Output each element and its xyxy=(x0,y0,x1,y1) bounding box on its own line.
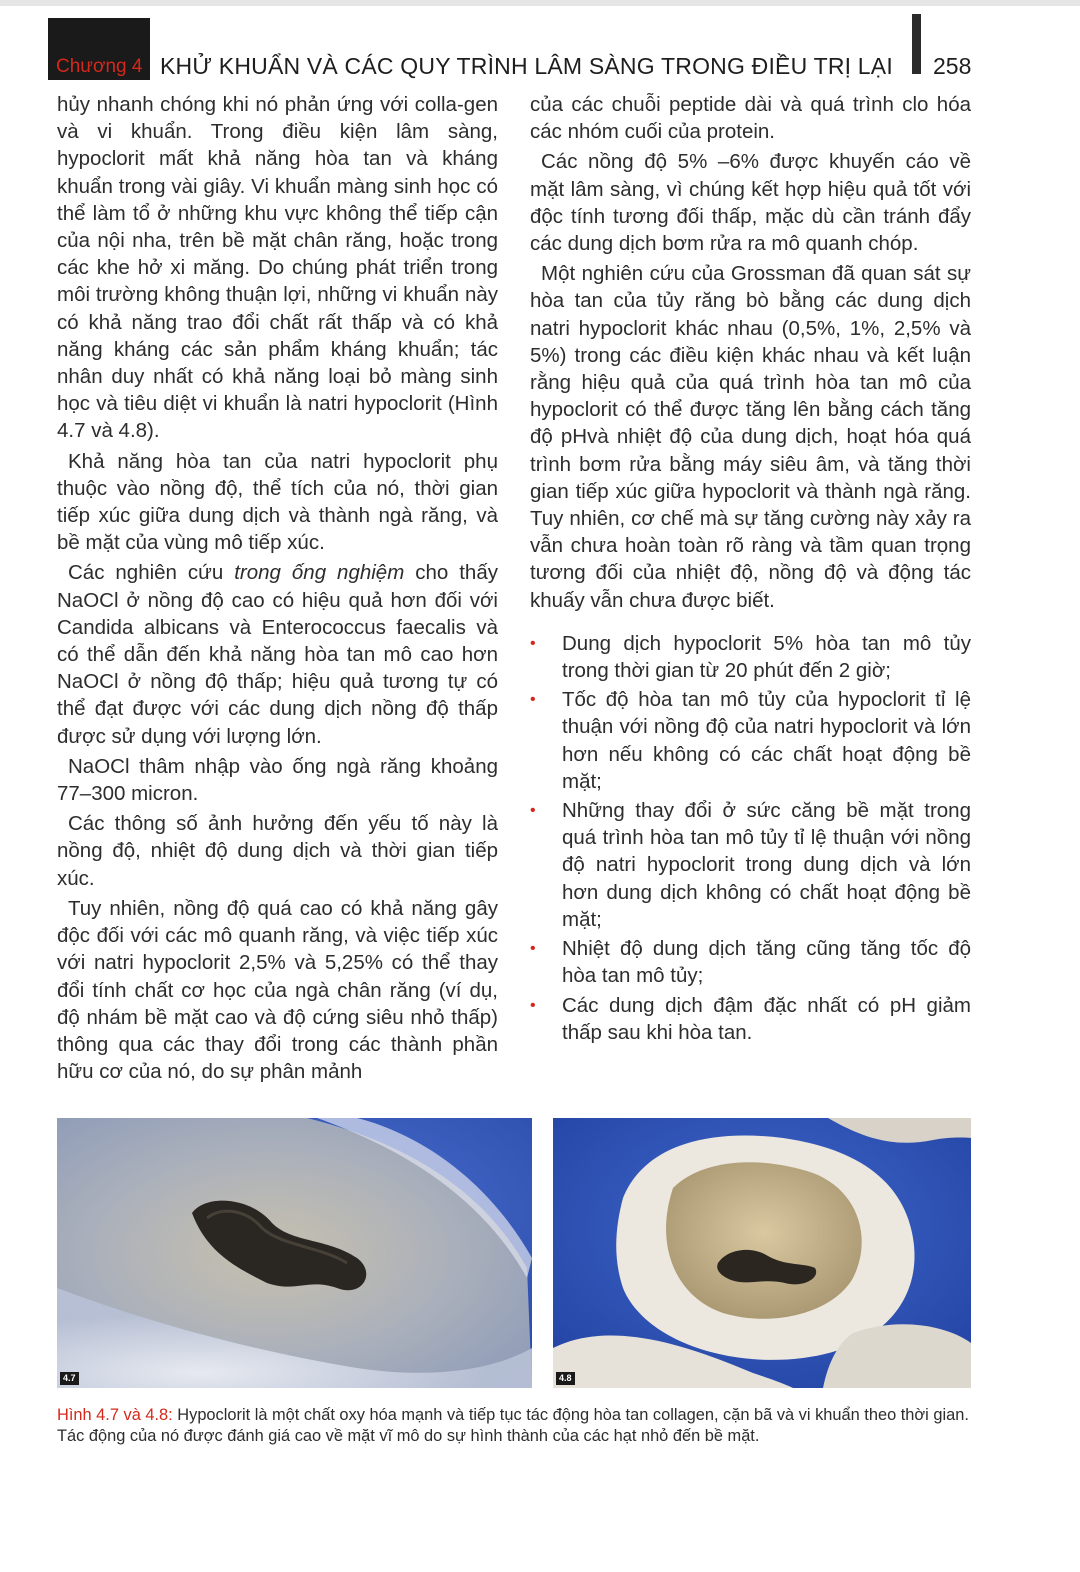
bullet-dot-icon: • xyxy=(530,996,536,1014)
left-paragraph-4: NaOCl thâm nhập vào ống ngà răng khoảng 77–300 micron. xyxy=(57,754,498,806)
left-paragraph-2: Khả năng hòa tan của natri hypoclorit phụ thuộc vào nồng độ, thể tích của nó, thời gian tiếp xúc giữa dung dịch và thành ngà răng, và bề mặt của vùng mô tiếp xúc. xyxy=(57,449,498,555)
right-paragraph-1: của các chuỗi peptide dài và quá trình clo hóa các nhóm cuối của protein. xyxy=(530,93,971,144)
bullet-text: Những thay đổi ở sức căng bề mặt trong quá trình hòa tan mô tủy tỉ lệ thuận với nồng độ natri hypoclorit trong dung dịch và lớn hơn dung dịch không có chất hoạt động bề mặt; xyxy=(562,799,971,931)
tooth-access-cavity-image-2 xyxy=(553,1118,971,1388)
tooth-access-cavity-image-1 xyxy=(57,1118,532,1388)
figure-tag-4-8: 4.8 xyxy=(556,1372,575,1385)
chapter-title: KHỬ KHUẨN VÀ CÁC QUY TRÌNH LÂM SÀNG TRONG ĐIỀU TRỊ LẠI xyxy=(160,53,893,79)
header-divider-bar xyxy=(912,14,921,74)
right-paragraph-2: Các nồng độ 5% –6% được khuyến cáo về mặt lâm sàng, vì chúng kết hợp hiệu quả tốt với độc tính tương đối thấp, mặc dù cần tránh đẩy các dung dịch bơm rửa ra mô quanh chóp. xyxy=(530,150,971,256)
left-paragraph-1: hủy nhanh chóng khi nó phản ứng với colla-gen và vi khuẩn. Trong điều kiện lâm sàng, hypoclorit mất khả năng hòa tan và kháng khuẩn trong vài giây. Vi khuẩn màng sinh học có thể làm tổ ở những khu vực không thể tiếp cận của nội nha, trên bề mặt chân răng, hoặc trong các khe hở xi măng. Do chúng phát triển trong môi trường không thuận lợi, những vi khuẩn này có khả năng trao đổi chất rất thấp và có khả năng kháng các sản phẩm kháng khuẩn; tác nhân duy nhất có khả năng loại bỏ màng sinh học và tiêu diệt vi khuẩn là natri hypoclorit (Hình 4.7 và 4.8). xyxy=(57,93,498,443)
bullet-text: Dung dịch hypoclorit 5% hòa tan mô tủy trong thời gian từ 20 phút đến 2 giờ; xyxy=(562,631,971,683)
top-edge-strip xyxy=(0,0,1080,6)
page-number: 258 xyxy=(933,53,972,79)
left-column xyxy=(57,91,498,1085)
bullet-item xyxy=(530,797,971,933)
bullet-item xyxy=(530,992,971,1046)
figure-4-8-photo xyxy=(553,1118,971,1388)
left-paragraph-5: Các thông số ảnh hưởng đến yếu tố này là nồng độ, nhiệt độ dung dịch và thời gian tiếp xúc. xyxy=(57,812,498,890)
chapter-label: Chương 4 xyxy=(56,56,143,77)
bullet-dot-icon: • xyxy=(530,802,536,820)
bullet-text: Nhiệt độ dung dịch tăng cũng tăng tốc độ hòa tan mô tủy; xyxy=(562,937,971,988)
bullet-item xyxy=(530,630,971,684)
findings-bullet-list xyxy=(530,630,971,1046)
left-paragraph-6: Tuy nhiên, nồng độ quá cao có khả năng gây độc đối với các mô quanh răng, và việc tiếp xúc với natri hypoclorit 2,5% và 5,25% có thể thay đổi tính chất cơ học của ngà chân răng (ví dụ, độ nhám bề mặt cao và độ cứng siêu nhỏ thấp) thông qua các thay đổi trong các thành phần hữu cơ của nó, do sự phân mảnh xyxy=(57,896,498,1084)
bullet-item xyxy=(530,935,971,989)
left-paragraph-3-end: cho thấy NaOCl ở nồng độ cao có hiệu quả hơn đối với Candida albicans và Enterococcus faecalis và có thể dẫn đến khả năng hòa tan mô cao hơn NaOCl ở nồng độ thấp; hiệu quả tương tự có thể đạt được với các dung dịch nồng độ thấp được sử dụng với lượng lớn. xyxy=(57,561,498,748)
right-column xyxy=(530,91,971,1048)
left-paragraph-3-italic: trong ống nghiệm xyxy=(234,561,405,585)
left-paragraph-3 xyxy=(57,559,498,749)
right-paragraph-3: Một nghiên cứu của Grossman đã quan sát sự hòa tan của tủy răng bò bằng các dung dịch natri hypoclorit khác nhau (0,5%, 1%, 2,5% và 5%) trong các điều kiện khác nhau và kết luận rằng hiệu quả của quá trình hòa tan mô của hypoclorit có thể được tăng lên bằng cách tăng độ pHvà nhiệt độ của dung dịch, hoạt hóa quá trình bơm rửa bằng máy siêu âm, và tăng thời gian tiếp xúc giữa hypoclorit và thành ngà răng. Tuy nhiên, cơ chế mà sự tăng cường này xảy ra vẫn chưa hoàn toàn rõ ràng và tầm quan trọng tương đối của nhiệt độ, nồng độ và động tác khuấy vẫn chưa được biết. xyxy=(530,262,971,612)
figure-tag-4-7: 4.7 xyxy=(60,1372,79,1385)
bullet-text: Tốc độ hòa tan mô tủy của hypoclorit tỉ lệ thuận với nồng độ của natri hypoclorit và lớn hơn nếu không có các chất hoạt động bề mặt; xyxy=(562,688,971,793)
bullet-dot-icon: • xyxy=(530,634,536,652)
figure-caption-text: Hypoclorit là một chất oxy hóa mạnh và tiếp tục tác động hòa tan collagen, cặn bã và vi khuẩn theo thời gian. Tác động của nó được đánh giá cao về mặt vĩ mô do sự hình thành của các hạt nhỏ đến bề mặt. xyxy=(57,1406,969,1445)
bullet-item xyxy=(530,686,971,795)
figure-caption xyxy=(57,1405,973,1447)
bullet-dot-icon: • xyxy=(530,691,536,709)
figure-caption-label: Hình 4.7 và 4.8: xyxy=(57,1406,173,1424)
bullet-text: Các dung dịch đậm đặc nhất có pH giảm thấp sau khi hòa tan. xyxy=(562,993,971,1044)
figure-4-7-photo xyxy=(57,1118,532,1388)
bullet-dot-icon: • xyxy=(530,940,536,958)
left-paragraph-3-start: Các nghiên cứu xyxy=(68,561,235,585)
